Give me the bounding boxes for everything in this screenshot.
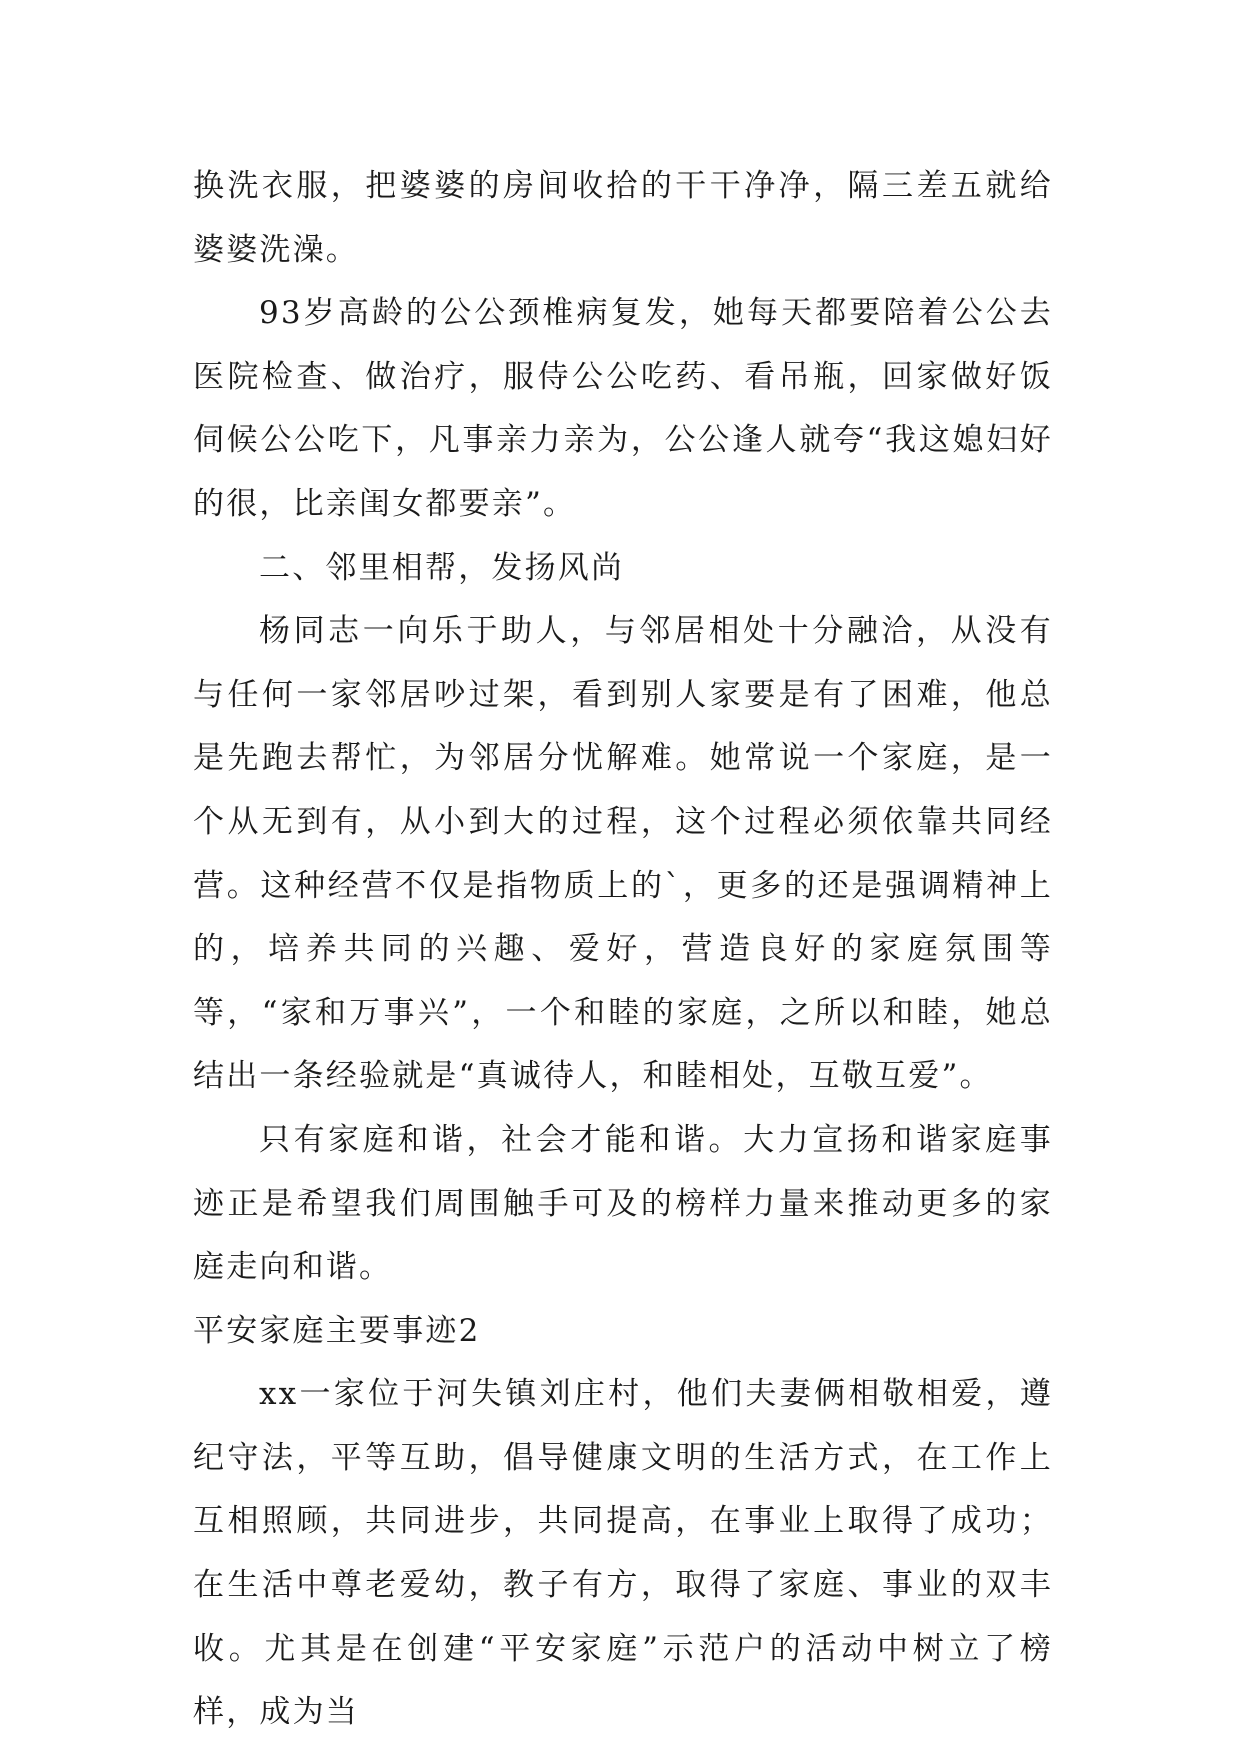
document-body xyxy=(193,155,1053,1745)
paragraph-neighbor-help: 杨同志一向乐于助人，与邻居相处十分融洽，从没有与任何一家邻居吵过架，看到别人家要是有了困难，他总是先跑去帮忙，为邻居分忧解难。她常说一个家庭，是一个从无到有，从小到大的过程，这个过程必须依靠共同经营。这种经营不仅是指物质上的`，更多的还是强调精神上的，培养共同的兴趣、爱好，营造良好的家庭氛围等等，“家和万事兴”，一个和睦的家庭，之所以和睦，她总结出一条经验就是“真诚待人，和睦相处，互敬互爱”。 xyxy=(193,613,1053,1095)
section-heading-neighbors: 二、邻里相帮，发扬风尚 xyxy=(259,549,625,586)
paragraph-xx-family: xx一家位于河失镇刘庄村，他们夫妻俩相敬相爱，遵纪守法，平等互助，倡导健康文明的生活方式，在工作上互相照顾，共同进步，共同提高，在事业上取得了成功；在生活中尊老爱幼，教子有方，取得了家庭、事业的双丰收。尤其是在创建“平安家庭”示范户的活动中树立了榜样，成为当 xyxy=(193,1376,1053,1731)
paragraph-father-in-law-care: 93岁高龄的公公颈椎病复发，她每天都要陪着公公去医院检查、做治疗，服侍公公吃药、看吊瓶，回家做好饭伺候公公吃下，凡事亲力亲为，公公逢人就夸“我这媳妇好的很，比亲闺女都要亲”。 xyxy=(193,295,1053,522)
article-title-2: 平安家庭主要事迹2 xyxy=(193,1312,481,1349)
paragraph-continuation: 换洗衣服，把婆婆的房间收拾的干干净净，隔三差五就给婆婆洗澡。 xyxy=(193,168,1053,268)
paragraph-harmony-summary: 只有家庭和谐，社会才能和谐。大力宣扬和谐家庭事迹正是希望我们周围触手可及的榜样力量来推动更多的家庭走向和谐。 xyxy=(193,1121,1053,1286)
